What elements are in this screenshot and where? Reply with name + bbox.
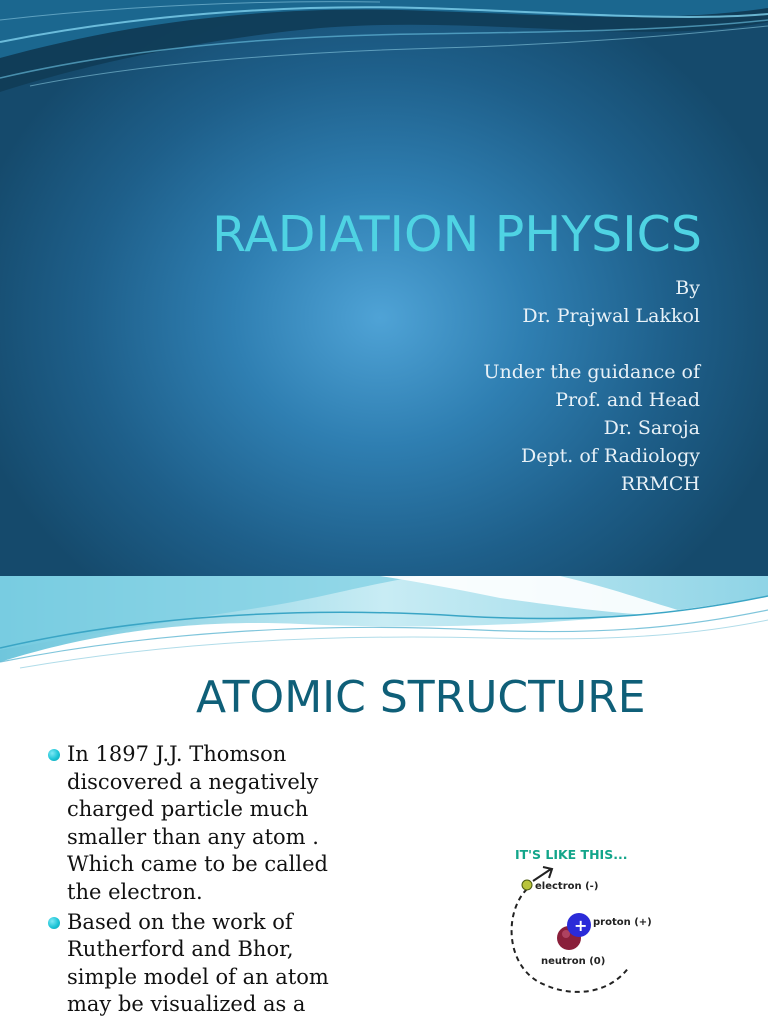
bullet-text: Based on the work of Rutherford and Bhor, simple model of an atom may be visualized as a: [67, 909, 329, 1017]
subtitle-line: Under the guidance of: [483, 361, 700, 383]
decorative-wave: [0, 576, 768, 671]
proton-symbol: +: [574, 916, 588, 935]
bullet-list: [45, 741, 365, 1021]
bullet-text: In 1897 J.J. Thomson discovered a negatively charged particle much smaller than any atom . Which came to be called the electron.: [67, 742, 328, 904]
subtitle-line: RRMCH: [620, 473, 700, 495]
neutron-label: neutron (0): [541, 956, 606, 967]
author-block: [483, 274, 700, 498]
presentation-title: RADIATION PHYSICS: [212, 206, 702, 263]
subtitle-line: Prof. and Head: [555, 389, 700, 411]
list-item: [45, 909, 365, 1019]
figure-heading: IT'S LIKE THIS...: [515, 847, 628, 862]
subtitle-line: Dept. of Radiology: [520, 445, 700, 467]
subtitle-line: [483, 330, 700, 358]
subtitle-line: Dr. Prajwal Lakkol: [522, 305, 700, 327]
electron-icon: [522, 880, 532, 890]
subtitle-line: Dr. Saroja: [603, 417, 700, 439]
proton-label: proton (+): [593, 917, 652, 928]
slide-title: ATOMIC STRUCTURE: [196, 672, 646, 723]
bullet-icon: [48, 749, 60, 761]
content-slide: [0, 576, 768, 1024]
decorative-wave: [0, 0, 768, 100]
list-item: [45, 741, 365, 907]
electron-label: electron (-): [535, 881, 599, 892]
bullet-icon: [48, 917, 60, 929]
arrow-icon: [533, 867, 552, 881]
subtitle-line: By: [675, 277, 700, 299]
atom-model-figure: [497, 841, 655, 1011]
